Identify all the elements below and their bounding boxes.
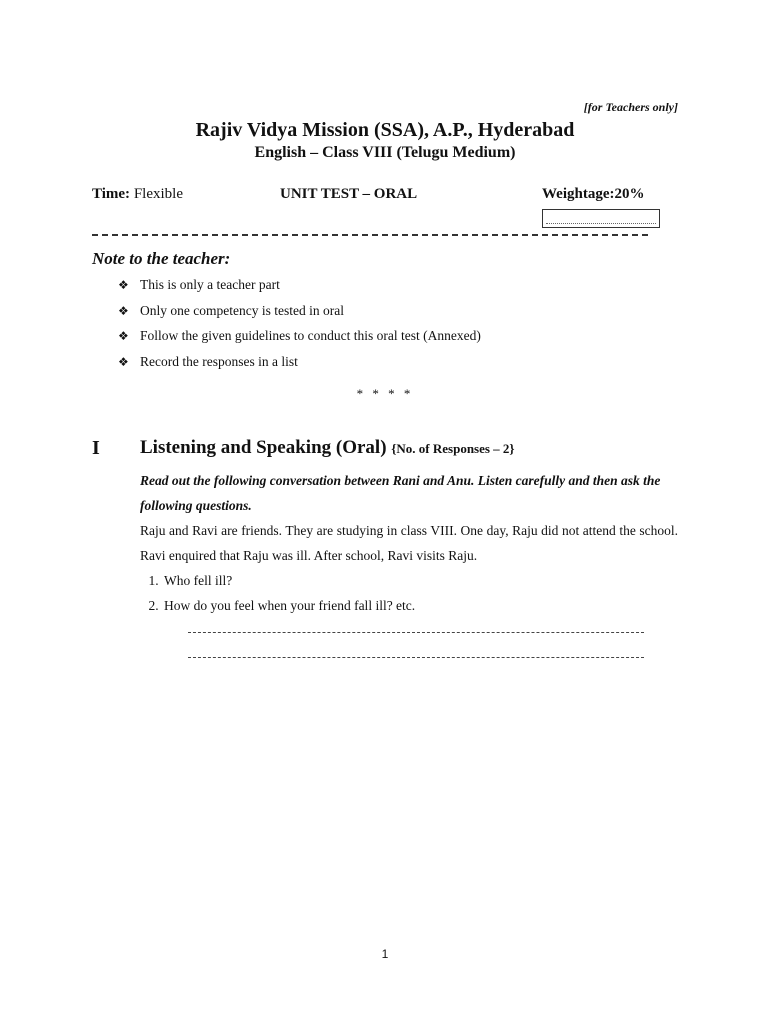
time-value: Flexible [133,186,183,202]
question-item: 2. How do you feel when your friend fall ill? etc. [162,593,678,618]
list-item-text: Only one competency is tested in oral [140,302,344,318]
test-name: UNIT TEST – ORAL [280,186,418,202]
section-title [140,437,515,459]
responses-count: {No. of Responses – 2} [391,441,515,456]
question-list [140,568,678,618]
teachers-only-label: [for Teachers only] [583,100,678,114]
question-item: 1. Who fell ill? [162,568,678,593]
diamond-bullet-icon: ❖ [118,278,129,292]
weightage: Weightage:20% [542,186,645,202]
answer-line[interactable] [188,657,644,658]
note-heading: Note to the teacher: [92,249,231,268]
list-item-text: Record the responses in a list [140,353,298,369]
time-label: Time: [92,186,131,202]
list-item [118,277,481,303]
time-field [92,186,183,203]
section-number: I [92,437,100,459]
score-box-line [546,223,656,224]
list-item-text: Follow the given guidelines to conduct this oral test (Annexed) [140,328,481,343]
dashed-divider [92,234,648,236]
document-subtitle: English – Class VIII (Telugu Medium) [254,144,516,161]
page-number: 1 [381,947,389,961]
note-list [118,277,481,379]
document-title: Rajiv Vidya Mission (SSA), A.P., Hyderabad [195,119,575,141]
passage-text: Raju and Ravi are friends. They are studying in class VIII. One day, Raju did not attend the school. Ravi enquired that Raju was ill. After school, Ravi visits Raju. [140,523,678,563]
instruction-text: Read out the following conversation between Rani and Anu. Listen carefully and then ask the following questions. [140,473,661,513]
list-item [118,328,481,354]
list-item [118,354,481,380]
diamond-bullet-icon: ❖ [118,354,129,369]
answer-line[interactable] [188,632,644,633]
diamond-bullet-icon: ❖ [118,329,129,343]
diamond-bullet-icon: ❖ [118,303,129,318]
section-body [140,468,678,618]
section-title-text: Listening and Speaking (Oral) [140,437,387,458]
separator-stars: * * * * [356,386,414,401]
score-box[interactable] [542,209,660,228]
list-item-text: This is only a teacher part [140,277,280,292]
list-item [118,303,481,329]
